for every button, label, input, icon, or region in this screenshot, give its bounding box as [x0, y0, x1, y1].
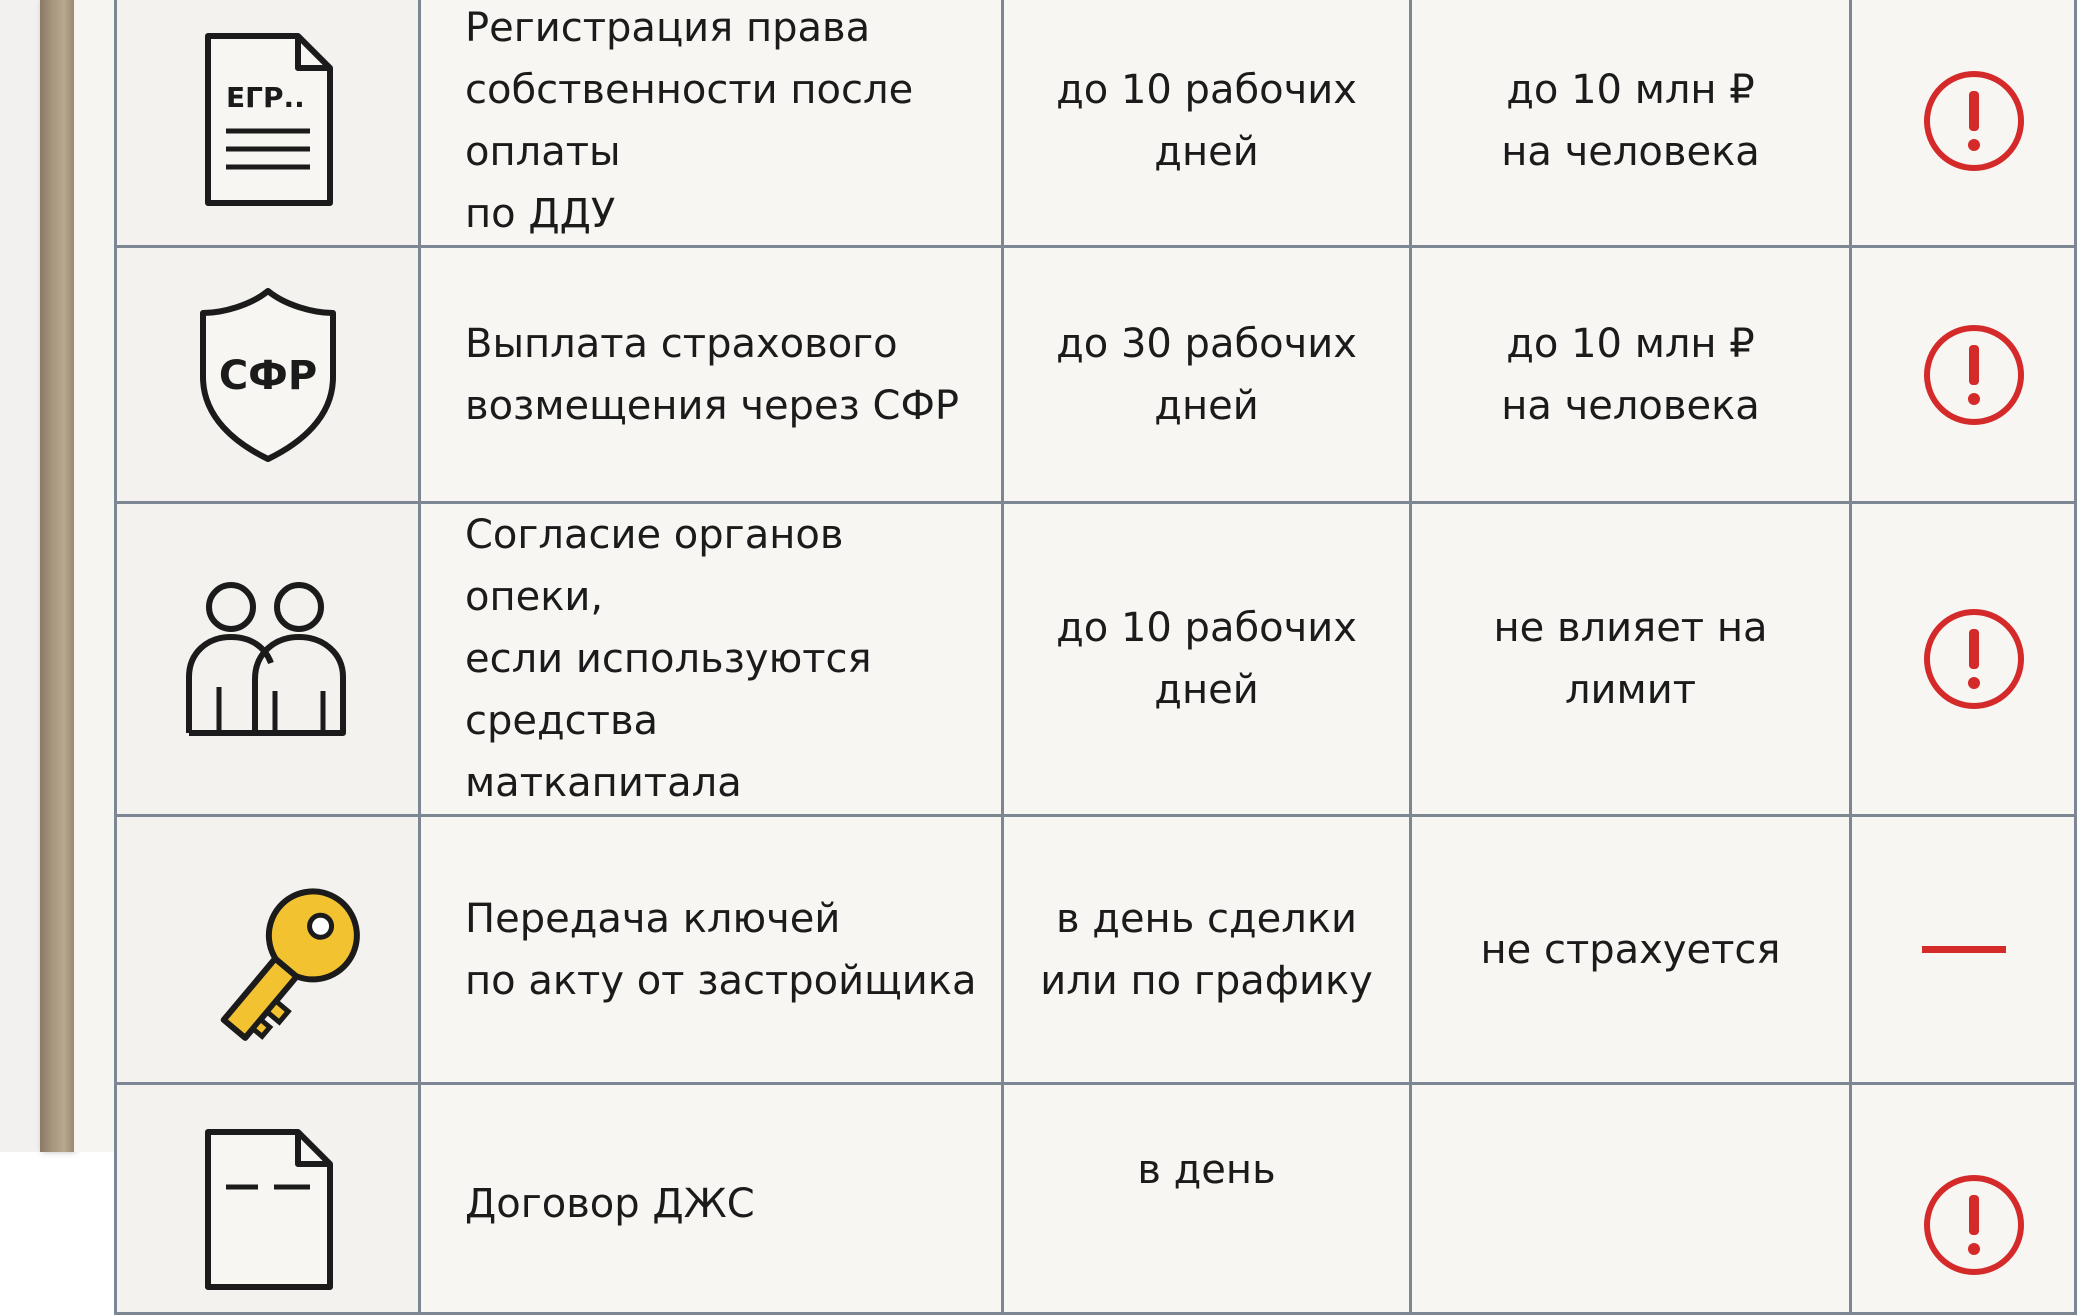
term-cell: до 10 рабочих дней	[1003, 503, 1411, 816]
sfr-label: СФР	[218, 352, 317, 399]
icon-cell	[116, 816, 420, 1084]
status-cell	[1851, 1084, 2076, 1314]
icon-cell	[116, 247, 420, 503]
wall-background	[0, 0, 40, 1152]
table-row	[116, 247, 2076, 503]
table-row	[116, 1084, 2076, 1314]
table-row	[116, 816, 2076, 1084]
term-cell: в день сделки или по графику	[1003, 816, 1411, 1084]
description-cell: Передача ключей по акту от застройщика	[420, 816, 1003, 1084]
table-row	[116, 0, 2076, 247]
term-cell: в день	[1003, 1084, 1411, 1314]
description-cell: Договор ДЖС	[420, 1084, 1003, 1314]
icon-cell	[116, 1084, 420, 1314]
term-cell: до 10 рабочих дней	[1003, 0, 1411, 247]
status-cell	[1851, 247, 2076, 503]
alert-icon	[1922, 69, 2026, 173]
limit-cell: не влияет на лимит	[1411, 503, 1851, 816]
limit-cell: до 10 млн ₽ на человека	[1411, 247, 1851, 503]
sfr-shield-icon	[193, 285, 343, 465]
board-frame-edge	[40, 0, 74, 1152]
status-cell	[1851, 816, 2076, 1084]
egrn-document-icon	[198, 31, 338, 211]
status-cell	[1851, 503, 2076, 816]
icon-cell	[116, 503, 420, 816]
guardianship-people-icon	[183, 579, 353, 739]
table-row	[116, 503, 2076, 816]
term-cell: до 30 рабочих дней	[1003, 247, 1411, 503]
limit-cell	[1411, 1084, 1851, 1314]
egrn-label: ЕГР..	[225, 81, 305, 114]
alert-icon	[1922, 607, 2026, 711]
dash-icon	[1922, 940, 2012, 960]
icon-cell	[116, 0, 420, 247]
description-cell: Регистрация права собственности после оплаты по ДДУ	[420, 0, 1003, 247]
key-icon	[183, 860, 353, 1040]
process-table	[114, 0, 2077, 1315]
limit-cell: до 10 млн ₽ на человека	[1411, 0, 1851, 247]
status-cell	[1851, 0, 2076, 247]
limit-cell: не страхуется	[1411, 816, 1851, 1084]
alert-icon	[1922, 1173, 2026, 1277]
alert-icon	[1922, 323, 2026, 427]
description-cell: Выплата страхового возмещения через СФР	[420, 247, 1003, 503]
description-cell: Согласие органов опеки, если используются средства маткапитала	[420, 503, 1003, 816]
document-icon	[198, 1127, 338, 1247]
